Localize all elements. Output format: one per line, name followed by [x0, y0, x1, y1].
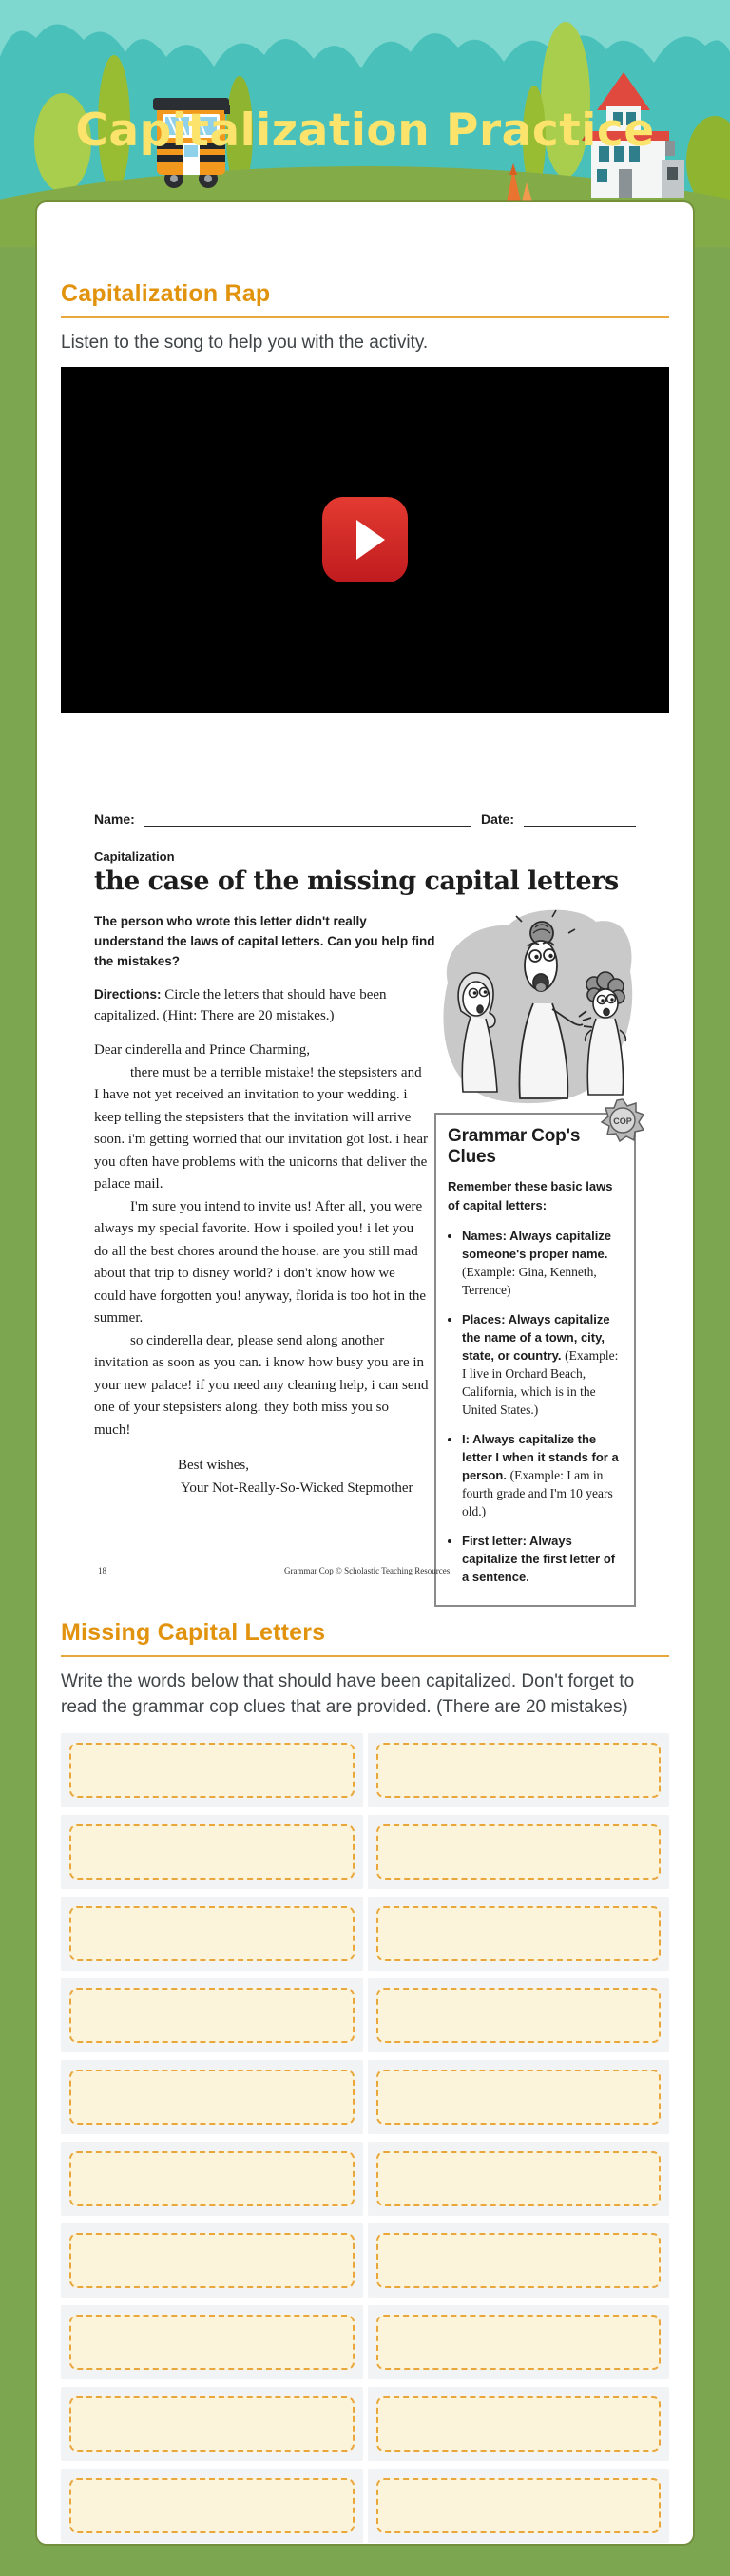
- section-heading-missing: Missing Capital Letters: [61, 1619, 669, 1657]
- directions-label: Directions:: [94, 987, 162, 1002]
- worksheet-category: Capitalization: [94, 849, 175, 864]
- answer-box[interactable]: [376, 2070, 662, 2125]
- answer-box[interactable]: [69, 1906, 355, 1961]
- clues-title: Grammar Cop's Clues: [448, 1126, 581, 1167]
- directions-text: Circle the letters that should have been capitalized. (Hint: There are 20 mistakes.): [94, 987, 387, 1023]
- answers-grid: [61, 1733, 669, 2543]
- answer-cell: [61, 2223, 363, 2298]
- answer-cell: [368, 1733, 670, 1807]
- answer-box[interactable]: [376, 2233, 662, 2288]
- answer-cell: [61, 2060, 363, 2134]
- worksheet-page-number: 18: [98, 1566, 106, 1575]
- play-icon: [356, 520, 385, 560]
- worksheet-directions: [94, 984, 425, 1026]
- clue-rule-example: (Example: Gina, Kenneth, Terrence): [462, 1265, 597, 1297]
- letter-paragraph: there must be a terrible mistake! the stepsisters and I have not yet received an invitation to your wedding. i keep telling the stepsisters that the invitation will arrive soon. i'm getting worried that our invitation got lost. i hear you often have problems with the unicorns that deliver the palace mail.: [94, 1064, 428, 1192]
- section-heading-rap: Capitalization Rap: [61, 280, 669, 318]
- play-button[interactable]: [322, 497, 408, 582]
- answer-box[interactable]: [69, 2070, 355, 2125]
- clue-rule-bold: Places: Always capitalize the name of a town, city, state, or country.: [462, 1312, 610, 1363]
- grammar-cop-clues-box: [434, 1113, 636, 1607]
- answer-box[interactable]: [69, 1743, 355, 1798]
- answer-cell: [61, 2387, 363, 2461]
- clue-rule-example: (Example: I am in fourth grade and I'm 10 years old.): [462, 1468, 613, 1518]
- answer-cell: [61, 1733, 363, 1807]
- answer-cell: [368, 2305, 670, 2379]
- answer-cell: [368, 1815, 670, 1889]
- worksheet-intro: The person who wrote this letter didn't really understand the laws of capital letters. Can you help find the mistakes?: [94, 914, 435, 968]
- cop-badge-icon: [600, 1097, 645, 1143]
- letter-paragraph: so cinderella dear, please send along another invitation as soon as you can. i know how busy you are in your new palace! if you need any cleaning help, i can send one of your stepsisters along. they both miss you so much!: [94, 1332, 429, 1438]
- answer-box[interactable]: [69, 2315, 355, 2370]
- date-label: Date:: [480, 811, 514, 827]
- answer-cell: [61, 1978, 363, 2052]
- rap-description: Listen to the song to help you with the activity.: [61, 333, 429, 353]
- stepsisters-cartoon: [434, 897, 636, 1111]
- worksheet-right-column: [434, 897, 636, 1607]
- answer-cell: [61, 1815, 363, 1889]
- clues-subtitle: Remember these basic laws of capital letters:: [448, 1179, 613, 1212]
- name-label: Name:: [94, 811, 135, 827]
- answer-box[interactable]: [69, 2151, 355, 2206]
- answer-box[interactable]: [69, 2233, 355, 2288]
- answer-box[interactable]: [376, 1824, 662, 1880]
- clue-rule-bold: I: Always capitalize the letter I when it stands for a person.: [462, 1432, 619, 1482]
- answer-cell: [368, 1897, 670, 1971]
- answer-box[interactable]: [69, 1988, 355, 2043]
- letter-paragraph: I'm sure you intend to invite us! After all, you were always my special favorite. How i spoiled you! i let you do all the best chores around the house. are you still mad about that trip to disney world? i don't know how we could have forgotten you! anyway, florida is too hot in the summer.: [94, 1198, 427, 1326]
- answer-cell: [61, 1897, 363, 1971]
- answers-description: Write the words below that should have been capitalized. Don't forget to read the grammar cop clues that are provided. (There are 20 mistakes): [61, 1671, 635, 1717]
- answer-cell: [368, 2060, 670, 2134]
- date-blank-line: [524, 812, 636, 827]
- answer-box[interactable]: [376, 1988, 662, 2043]
- answer-cell: [368, 2469, 670, 2543]
- answer-box[interactable]: [376, 1743, 662, 1798]
- clue-rule-example: (Example: I live in Orchard Beach, California, which is in the United States.): [462, 1348, 619, 1417]
- answer-cell: [61, 2469, 363, 2543]
- letter-signature: Your Not-Really-So-Wicked Stepmother: [181, 1479, 413, 1496]
- letter-body: [94, 1040, 429, 1441]
- clue-rule: [462, 1310, 623, 1419]
- clue-rule-bold: Names: Always capitalize someone's proper name.: [462, 1229, 612, 1261]
- answer-box[interactable]: [376, 2315, 662, 2370]
- answer-box[interactable]: [376, 1906, 662, 1961]
- page-title: Capitalization Practice: [75, 105, 655, 157]
- answer-cell: [368, 1978, 670, 2052]
- worksheet-title: the case of the missing capital letters: [94, 867, 619, 896]
- answer-cell: [368, 2223, 670, 2298]
- answer-box[interactable]: [376, 2396, 662, 2452]
- worksheet-card: [37, 202, 693, 2544]
- letter-closing: Best wishes,: [178, 1458, 249, 1473]
- name-blank-line: [144, 812, 471, 827]
- video-player[interactable]: [61, 367, 669, 713]
- svg-text:COP: COP: [613, 1116, 632, 1126]
- answer-box[interactable]: [69, 1824, 355, 1880]
- answer-box[interactable]: [69, 2396, 355, 2452]
- clues-list: [448, 1227, 623, 1586]
- letter-salutation: Dear cinderella and Prince Charming,: [94, 1042, 310, 1058]
- worksheet-image: [94, 753, 636, 1584]
- answer-cell: [61, 2142, 363, 2216]
- clue-rule: [462, 1532, 623, 1586]
- clue-rule: [462, 1227, 623, 1299]
- answer-cell: [368, 2387, 670, 2461]
- answer-box[interactable]: [376, 2151, 662, 2206]
- clue-rule: [462, 1430, 623, 1520]
- answer-box[interactable]: [69, 2478, 355, 2533]
- worksheet-credit: Grammar Cop © Scholastic Teaching Resources: [284, 1566, 451, 1575]
- worksheet-name-row: [94, 753, 636, 827]
- answer-cell: [61, 2305, 363, 2379]
- worksheet-left-column: [94, 911, 436, 1499]
- clue-rule-bold: First letter: Always capitalize the first letter of a sentence.: [462, 1534, 616, 1584]
- answer-cell: [368, 2142, 670, 2216]
- answer-box[interactable]: [376, 2478, 662, 2533]
